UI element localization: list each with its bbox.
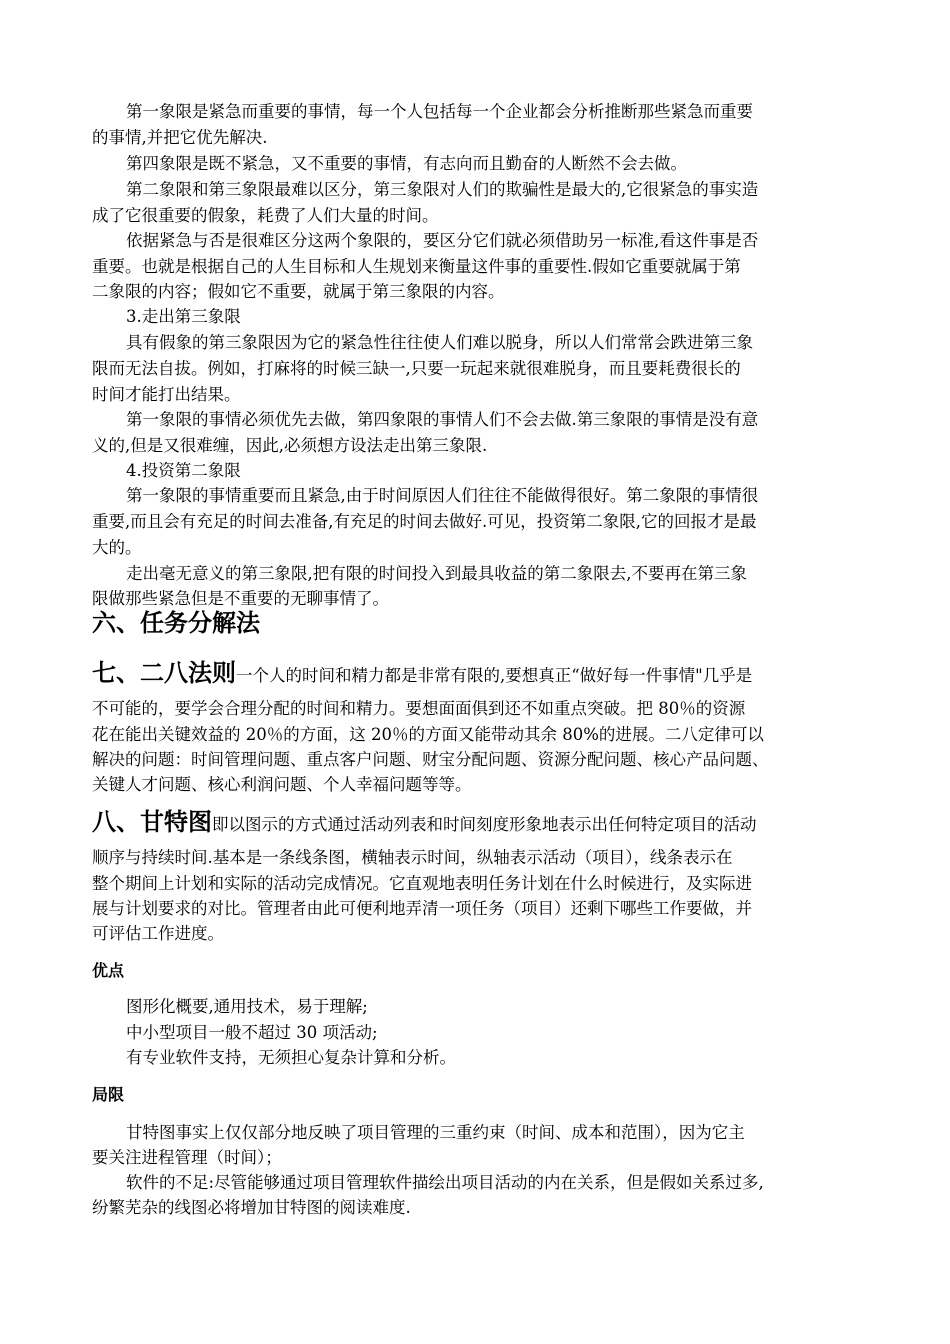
- paragraph-line: 整个期间上计划和实际的活动完成情况。它直观地表明任务计划在什么时候进行，及实际进: [92, 874, 752, 893]
- section-heading-7: 七、二八法则: [92, 659, 236, 687]
- paragraph-line: 花在能出关键效益的 20％的方面，这 20％的方面又能带动其余 80%的进展。二八定律可以: [92, 725, 764, 744]
- paragraph-line: 展与计划要求的对比。管理者由此可便利地弄清一项任务（项目）还剩下哪些工作要做，并: [92, 899, 752, 918]
- paragraph-line: 限而无法自拔。例如，打麻将的时候三缺一,只要一玩起来就很难脱身，而且要耗费很长的: [92, 359, 741, 378]
- list-item: 中小型项目一般不超过 30 项活动;: [126, 1023, 378, 1042]
- paragraph-line: 第一象限是紧急而重要的事情，每一个人包括每一个企业都会分析推断那些紧急而重要: [126, 102, 753, 121]
- paragraph-line: 义的,但是又很难缠，因此,必须想方设法走出第三象限.: [92, 436, 488, 455]
- paragraph-line: 第四象限是既不紧急，又不重要的事情，有志向而且勤奋的人断然不会去做。: [126, 154, 687, 173]
- paragraph-line: 顺序与持续时间.基本是一条线条图，横轴表示时间，纵轴表示活动（项目），线条表示在: [92, 848, 733, 867]
- paragraph-line: 软件的不足:尽管能够通过项目管理软件描绘出项目活动的内在关系，但是假如关系过多,: [126, 1173, 764, 1192]
- subsection-title: 4.投资第二象限: [126, 461, 241, 480]
- section-heading-8-line: [92, 807, 757, 840]
- paragraph-line: 二象限的内容；假如它不重要，就属于第三象限的内容。: [92, 282, 505, 301]
- paragraph-line: 甘特图事实上仅仅部分地反映了项目管理的三重约束（时间、成本和范围），因为它主: [126, 1123, 745, 1142]
- paragraph-line: 依据紧急与否是很难区分这两个象限的，要区分它们就必须借助另一标准,看这件事是否: [126, 231, 759, 250]
- paragraph-line: 第一象限的事情必须优先去做，第四象限的事情人们不会去做.第三象限的事情是没有意: [126, 410, 759, 429]
- advantages-title: 优点: [92, 961, 125, 980]
- paragraph-line: 时间才能打出结果。: [92, 385, 241, 404]
- paragraph-line: 重要,而且会有充足的时间去准备,有充足的时间去做好.可见，投资第二象限,它的回报才是最: [92, 512, 757, 531]
- paragraph-line: 可评估工作进度。: [92, 924, 224, 943]
- paragraph-line: 一个人的时间和精力都是非常有限的,要想真正“做好每一件事情"几乎是: [236, 666, 753, 685]
- section-heading-8: 八、甘特图: [92, 808, 212, 836]
- subsection-title: 3.走出第三象限: [126, 307, 241, 326]
- paragraph-line: 的事情,并把它优先解决.: [92, 128, 268, 147]
- paragraph-line: 走出毫无意义的第三象限,把有限的时间投入到最具收益的第二象限去,不要再在第三象: [126, 564, 747, 583]
- paragraph-line: 不可能的，要学会合理分配的时间和精力。要想面面俱到还不如重点突破。把 80％的资源: [92, 699, 746, 718]
- section-heading-7-line: [92, 658, 752, 691]
- paragraph-line: 纷繁芜杂的线图必将增加甘特图的阅读难度.: [92, 1198, 411, 1217]
- paragraph-line: 第一象限的事情重要而且紧急,由于时间原因人们往往不能做得很好。第二象限的事情很: [126, 486, 759, 505]
- paragraph-line: 解决的问题：时间管理问题、重点客户问题、财宝分配问题、资源分配问题、核心产品问题、: [92, 750, 769, 769]
- limitations-title: 局限: [92, 1085, 125, 1104]
- paragraph-line: 关键人才问题、核心利润问题、个人幸福问题等等。: [92, 775, 472, 794]
- list-item: 有专业软件支持，无须担心复杂计算和分析。: [126, 1048, 456, 1067]
- paragraph-line: 成了它很重要的假象，耗费了人们大量的时间。: [92, 206, 439, 225]
- list-item: 图形化概要,通用技术，易于理解;: [126, 997, 368, 1016]
- paragraph-line: 即以图示的方式通过活动列表和时间刻度形象地表示出任何特定项目的活动: [212, 815, 757, 834]
- paragraph-line: 具有假象的第三象限因为它的紧急性往往使人们难以脱身，所以人们常常会跌进第三象: [126, 333, 753, 352]
- paragraph-line: 要关注进程管理（时间）；: [92, 1148, 282, 1167]
- paragraph-line: 重要。也就是根据自己的人生目标和人生规划来衡量这件事的重要性.假如它重要就属于第: [92, 257, 741, 276]
- paragraph-line: 限做那些紧急但是不重要的无聊事情了。: [92, 589, 389, 608]
- section-heading-6: 六、任务分解法: [92, 609, 260, 637]
- paragraph-line: 大的。: [92, 538, 142, 557]
- paragraph-line: 第二象限和第三象限最难以区分，第三象限对人们的欺骗性是最大的,它很紧急的事实造: [126, 180, 759, 199]
